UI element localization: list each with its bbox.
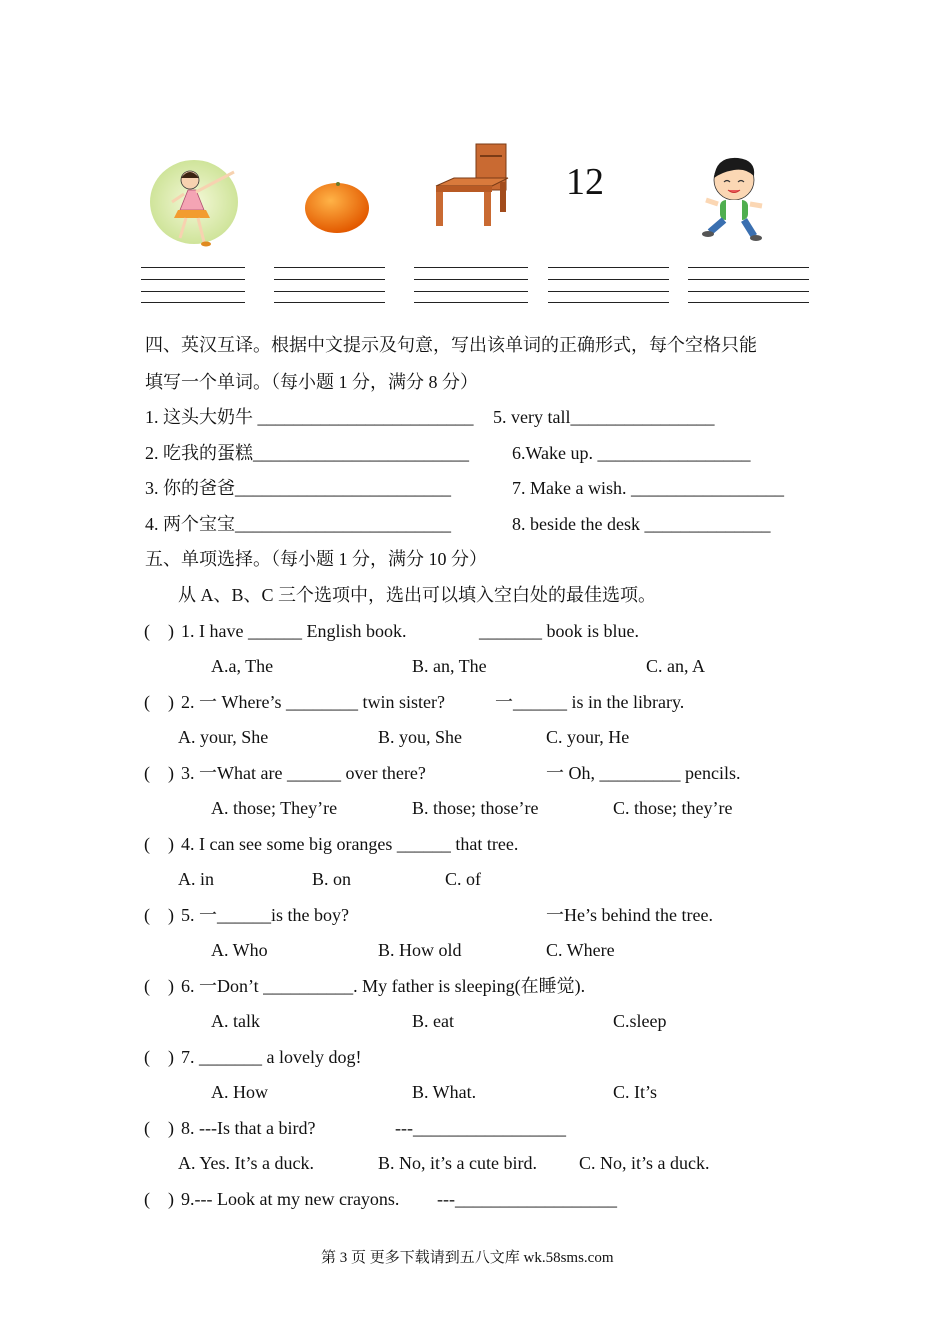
q2-option-b: B. you, She [378, 727, 463, 747]
translate-item-6[interactable]: 6.Wake up. _________________ [512, 443, 751, 463]
question-4: 4. I can see some big oranges ______ that tree. [181, 834, 519, 854]
translate-item-1[interactable]: 1. 这头大奶牛 ________________________ [145, 407, 474, 427]
q6-option-b: B. eat [412, 1011, 454, 1031]
answer-paren[interactable]: ( ) [144, 905, 174, 925]
question-9-part2: ---__________________ [437, 1189, 617, 1209]
answer-paren[interactable]: ( ) [144, 763, 174, 783]
q8-option-b: B. No, it’s a cute bird. [378, 1153, 537, 1173]
question-8: 8. ---Is that a bird? [181, 1118, 316, 1138]
section5-instruction: 从 A、B、C 三个选项中，选出可以填入空白处的最佳选项。 [178, 585, 657, 605]
q4-option-b: B. on [312, 869, 352, 889]
question-2-part2: 一______ is in the library. [495, 692, 685, 712]
question-6: 6. 一Don’t __________. My father is sleeping(在睡觉). [181, 976, 586, 996]
question-9: 9.--- Look at my new crayons. [181, 1189, 400, 1209]
q4-option-a: A. in [178, 869, 214, 889]
question-2: 2. 一 Where’s ________ twin sister? [181, 692, 445, 712]
q6-option-a: A. talk [211, 1011, 260, 1031]
orange-picture [304, 178, 370, 234]
q7-option-c: C. It’s [613, 1082, 658, 1102]
answer-paren[interactable]: ( ) [144, 621, 174, 641]
boy-running-picture [700, 156, 766, 242]
question-1-part2: _______ book is blue. [479, 621, 639, 641]
q6-option-c: C.sleep [613, 1011, 667, 1031]
section5-title: 五、单项选择。（每小题 1 分，满分 10 分） [145, 549, 487, 569]
q8-option-c: C. No, it’s a duck. [579, 1153, 710, 1173]
q7-option-b: B. What. [412, 1082, 477, 1102]
translate-item-3[interactable]: 3. 你的爸爸________________________ [145, 478, 451, 498]
q5-option-b: B. How old [378, 940, 462, 960]
q4-option-c: C. of [445, 869, 481, 889]
answer-paren[interactable]: ( ) [144, 1189, 174, 1209]
question-5: 5. 一______is the boy? [181, 905, 349, 925]
number-twelve: 12 [566, 161, 604, 203]
question-5-part2: 一He’s behind the tree. [546, 905, 713, 925]
answer-paren[interactable]: ( ) [144, 1047, 174, 1067]
q5-option-c: C. Where [546, 940, 615, 960]
q1-option-a: A.a, The [211, 656, 274, 676]
q3-option-c: C. those; they’re [613, 798, 733, 818]
q3-option-a: A. those; They’re [211, 798, 338, 818]
q8-option-a: A. Yes. It’s a duck. [178, 1153, 315, 1173]
section4-title: 四、英汉互译。根据中文提示及句意，写出该单词的正确形式，每个空格只能 [145, 335, 757, 355]
answer-paren[interactable]: ( ) [144, 692, 174, 712]
translate-item-8[interactable]: 8. beside the desk ______________ [512, 514, 771, 534]
question-3: 3. 一What are ______ over there? [181, 763, 426, 783]
chair-picture [432, 142, 512, 228]
question-8-part2: ---_________________ [395, 1118, 566, 1138]
answer-paren[interactable]: ( ) [144, 976, 174, 996]
q2-option-a: A. your, She [178, 727, 269, 747]
q2-option-c: C. your, He [546, 727, 630, 747]
question-7: 7. _______ a lovely dog! [181, 1047, 362, 1067]
page-footer: 第 3 页 更多下载请到五八文库 wk.58sms.com [321, 1250, 614, 1266]
q5-option-a: A. Who [211, 940, 268, 960]
answer-paren[interactable]: ( ) [144, 1118, 174, 1138]
translate-item-5[interactable]: 5. very tall________________ [493, 407, 715, 427]
q3-option-b: B. those; those’re [412, 798, 539, 818]
question-1: 1. I have ______ English book. [181, 621, 407, 641]
translate-item-2[interactable]: 2. 吃我的蛋糕________________________ [145, 443, 469, 463]
q1-option-c: C. an, A [646, 656, 706, 676]
answer-paren[interactable]: ( ) [144, 834, 174, 854]
translate-item-4[interactable]: 4. 两个宝宝________________________ [145, 514, 451, 534]
girl-dancing-picture [148, 158, 242, 250]
q7-option-a: A. How [211, 1082, 268, 1102]
translate-item-7[interactable]: 7. Make a wish. _________________ [512, 478, 784, 498]
question-3-part2: 一 Oh, _________ pencils. [546, 763, 741, 783]
q1-option-b: B. an, The [412, 656, 487, 676]
section4-title-line2: 填写一个单词。（每小题 1 分，满分 8 分） [145, 372, 478, 392]
